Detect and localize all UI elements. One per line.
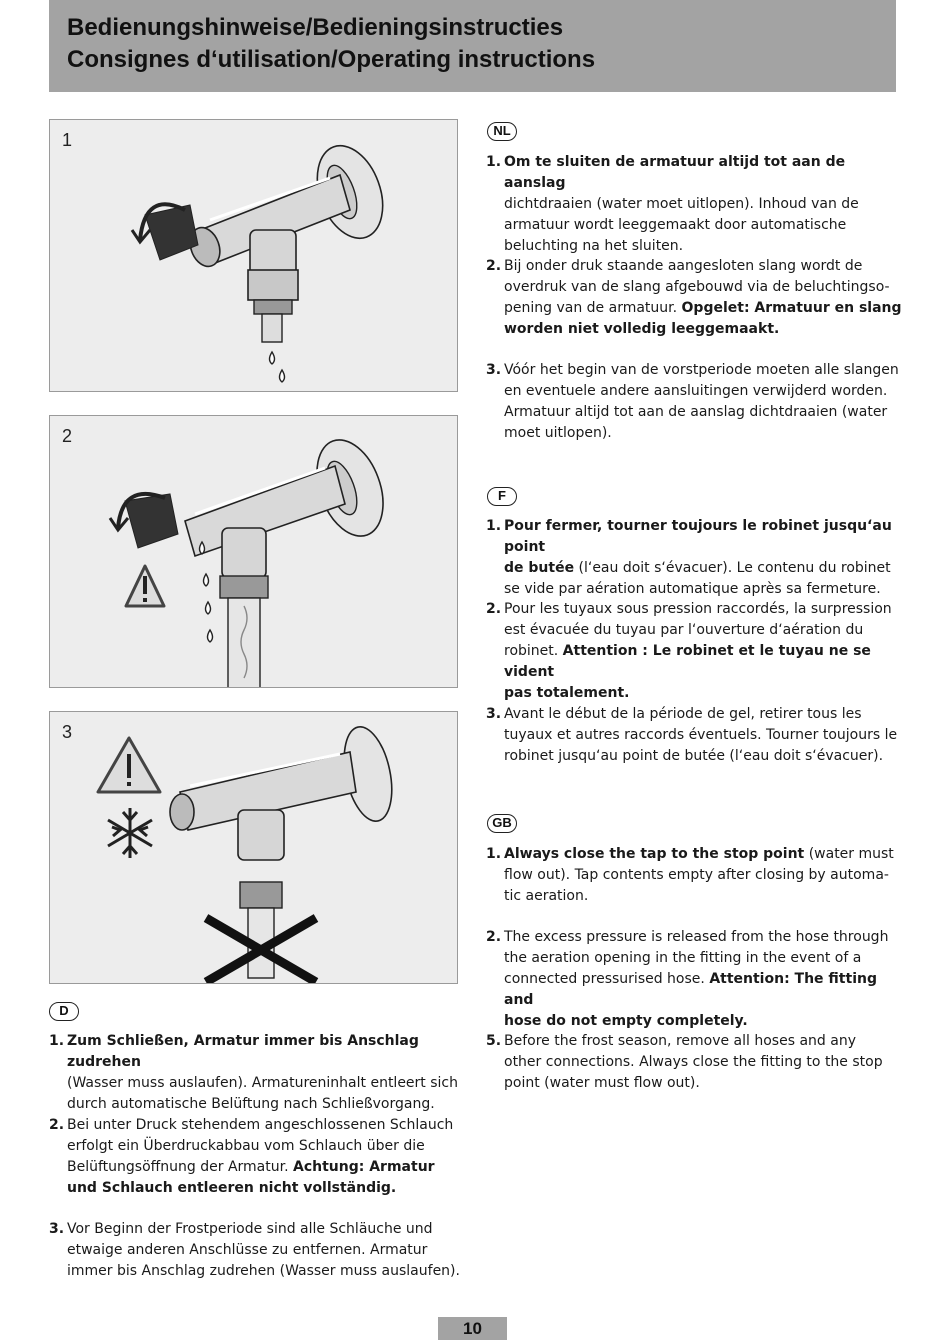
page-number: 10	[438, 1317, 507, 1340]
language-badge-f: F	[487, 487, 517, 506]
header-title-line1: Bedienungshinweise/Bedieningsinstructies	[67, 14, 564, 41]
figure-3	[49, 711, 458, 984]
tap-hose-pressure-icon	[50, 416, 457, 687]
instruction-gb-5: 5. Before the frost season, remove all hoses and any other connections. Always close the fitting to the stop point (water must flow out).	[486, 1033, 883, 1091]
tap-frost-remove-hose-icon	[50, 712, 457, 983]
header-title-line2: Consignes d‘utilisation/Operating instructions	[67, 46, 596, 73]
figure-number: 3	[62, 722, 73, 742]
instruction-f-2: 2. Pour les tuyaux sous pression raccordés, la surpression est évacuée du tuyau par l‘ouverture d‘aération du robinet. Attention : Le robinet et le tuyau ne se vident pas totalement.	[486, 601, 892, 701]
language-badge-nl: NL	[487, 122, 517, 141]
instruction-d-3: 3. Vor Beginn der Frostperiode sind alle Schläuche und etwaige anderen Anschlüsse zu entfernen. Armatur immer bis Anschlag zudrehen (Wasser muss auslaufen).	[49, 1221, 460, 1279]
figure-2	[49, 415, 458, 688]
instruction-gb-2: 2. The excess pressure is released from the hose through the aeration opening in the fitting in the event of a connected pressurised hose. Attention: The fitting and hose do not empty completely.	[486, 929, 889, 1029]
instruction-nl-2: 2. Bij onder druk staande aangesloten slang wordt de overdruk van de slang afgebouwd via de beluchtingso- pening van de armatuur. Opgelet: Armatuur en slang worden niet volledig leeggemaakt.	[486, 258, 902, 337]
tap-drain-icon	[50, 120, 457, 391]
language-badge-gb: GB	[487, 814, 517, 833]
instruction-f-3: 3. Avant le début de la période de gel, retirer tous les tuyaux et autres raccords éventuels. Tourner toujours le robinet jusqu‘au point de butée (l‘eau doit s‘évacuer).	[486, 706, 898, 764]
instruction-f-1: 1. Pour fermer, tourner toujours le robinet jusqu‘au point de butée (l‘eau doit s‘évacuer). Le contenu du robinet se vide par aération automatique après sa fermeture.	[486, 518, 892, 597]
instruction-nl-1: 1. Om te sluiten de armatuur altijd tot aan de aanslag dichtdraaien (water moet uitlopen). Inhoud van de armatuur wordt leeggemaakt door automatische beluchting na het sluiten.	[486, 154, 859, 254]
instruction-gb-1: 1. Always close the tap to the stop point (water must flow out). Tap contents empty after closing by automa- tic aeration.	[486, 846, 894, 904]
language-badge-d: D	[49, 1002, 79, 1021]
figure-1	[49, 119, 458, 392]
figure-number: 1	[62, 130, 73, 150]
instruction-nl-3: 3. Vóór het begin van de vorstperiode moeten alle slangen en eventuele andere aansluitingen verwijderd worden. Armatuur altijd tot aan de aanslag dichtdraaien (water moet uitlopen).	[486, 362, 899, 441]
figure-number: 2	[62, 426, 73, 446]
page-header	[49, 0, 896, 92]
instruction-d-2: 2. Bei unter Druck stehendem angeschlossenen Schlauch erfolgt ein Überdruckabbau vom Schlauch über die Belüftungsöffnung der Armatur. Achtung: Armatur und Schlauch entleeren nicht vollständig.	[49, 1117, 454, 1196]
instruction-d-1: 1. Zum Schließen, Armatur immer bis Anschlag zudrehen (Wasser muss auslaufen). Armatureninhalt entleert sich durch automatische Belüftung nach Schließvorgang.	[49, 1033, 458, 1112]
